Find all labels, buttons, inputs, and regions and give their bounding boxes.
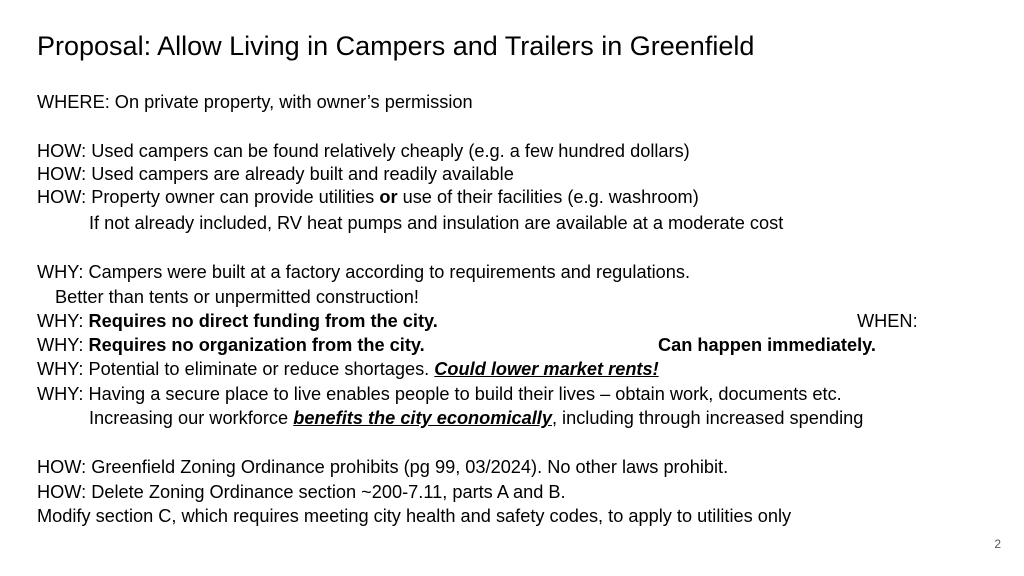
how-utilities-text: HOW: Property owner can provide utilities <box>37 187 380 207</box>
why-funding-label: WHY: <box>37 311 89 331</box>
why-better-line: Better than tents or unpermitted construction! <box>55 287 419 307</box>
when-label: WHEN: <box>857 311 918 331</box>
page-number: 2 <box>994 537 1001 551</box>
why-market-rents-emphasis: Could lower market rents! <box>434 359 659 379</box>
where-line: WHERE: On private property, with owner’s permission <box>37 92 473 112</box>
how-utilities-or: or <box>379 187 398 207</box>
why-line-factory: WHY: Campers were built at a factory according to requirements and regulations. <box>37 262 691 282</box>
why-line-funding <box>37 309 438 333</box>
why-workforce-rest: , including through increased spending <box>551 408 864 428</box>
how-line-zoning: HOW: Greenfield Zoning Ordinance prohibits (pg 99, 03/2024). No other laws prohibit. <box>37 457 729 477</box>
how-line-available: HOW: Used campers are already built and readily available <box>37 164 514 184</box>
why-organization-label: WHY: <box>37 335 89 355</box>
why-shortages-text: WHY: Potential to eliminate or reduce shortages. <box>37 359 435 379</box>
how-utilities-rest: use of their facilities (e.g. washroom) <box>397 187 699 207</box>
why-organization-text: Requires no organization from the city. <box>88 335 425 355</box>
slide-title: Proposal: Allow Living in Campers and Trailers in Greenfield <box>37 31 755 61</box>
how-heat-pumps-line: If not already included, RV heat pumps and insulation are available at a moderate cost <box>89 213 784 233</box>
how-line-cost: HOW: Used campers can be found relatively cheaply (e.g. a few hundred dollars) <box>37 141 690 161</box>
modify-line: Modify section C, which requires meeting city health and safety codes, to apply to utilities only <box>37 506 792 526</box>
how-line-delete: HOW: Delete Zoning Ordinance section ~200-7.11, parts A and B. <box>37 482 566 502</box>
why-workforce-line <box>89 406 863 430</box>
why-line-shortages <box>37 357 659 381</box>
how-line-utilities <box>37 185 699 209</box>
why-line-secure-place: WHY: Having a secure place to live enables people to build their lives – obtain work, documents etc. <box>37 384 842 404</box>
why-line-organization <box>37 333 425 357</box>
why-workforce-text: Increasing our workforce <box>89 408 294 428</box>
why-funding-text: Requires no direct funding from the city. <box>88 311 438 331</box>
when-text: Can happen immediately. <box>658 335 876 355</box>
why-economic-emphasis: benefits the city economically <box>293 408 552 428</box>
